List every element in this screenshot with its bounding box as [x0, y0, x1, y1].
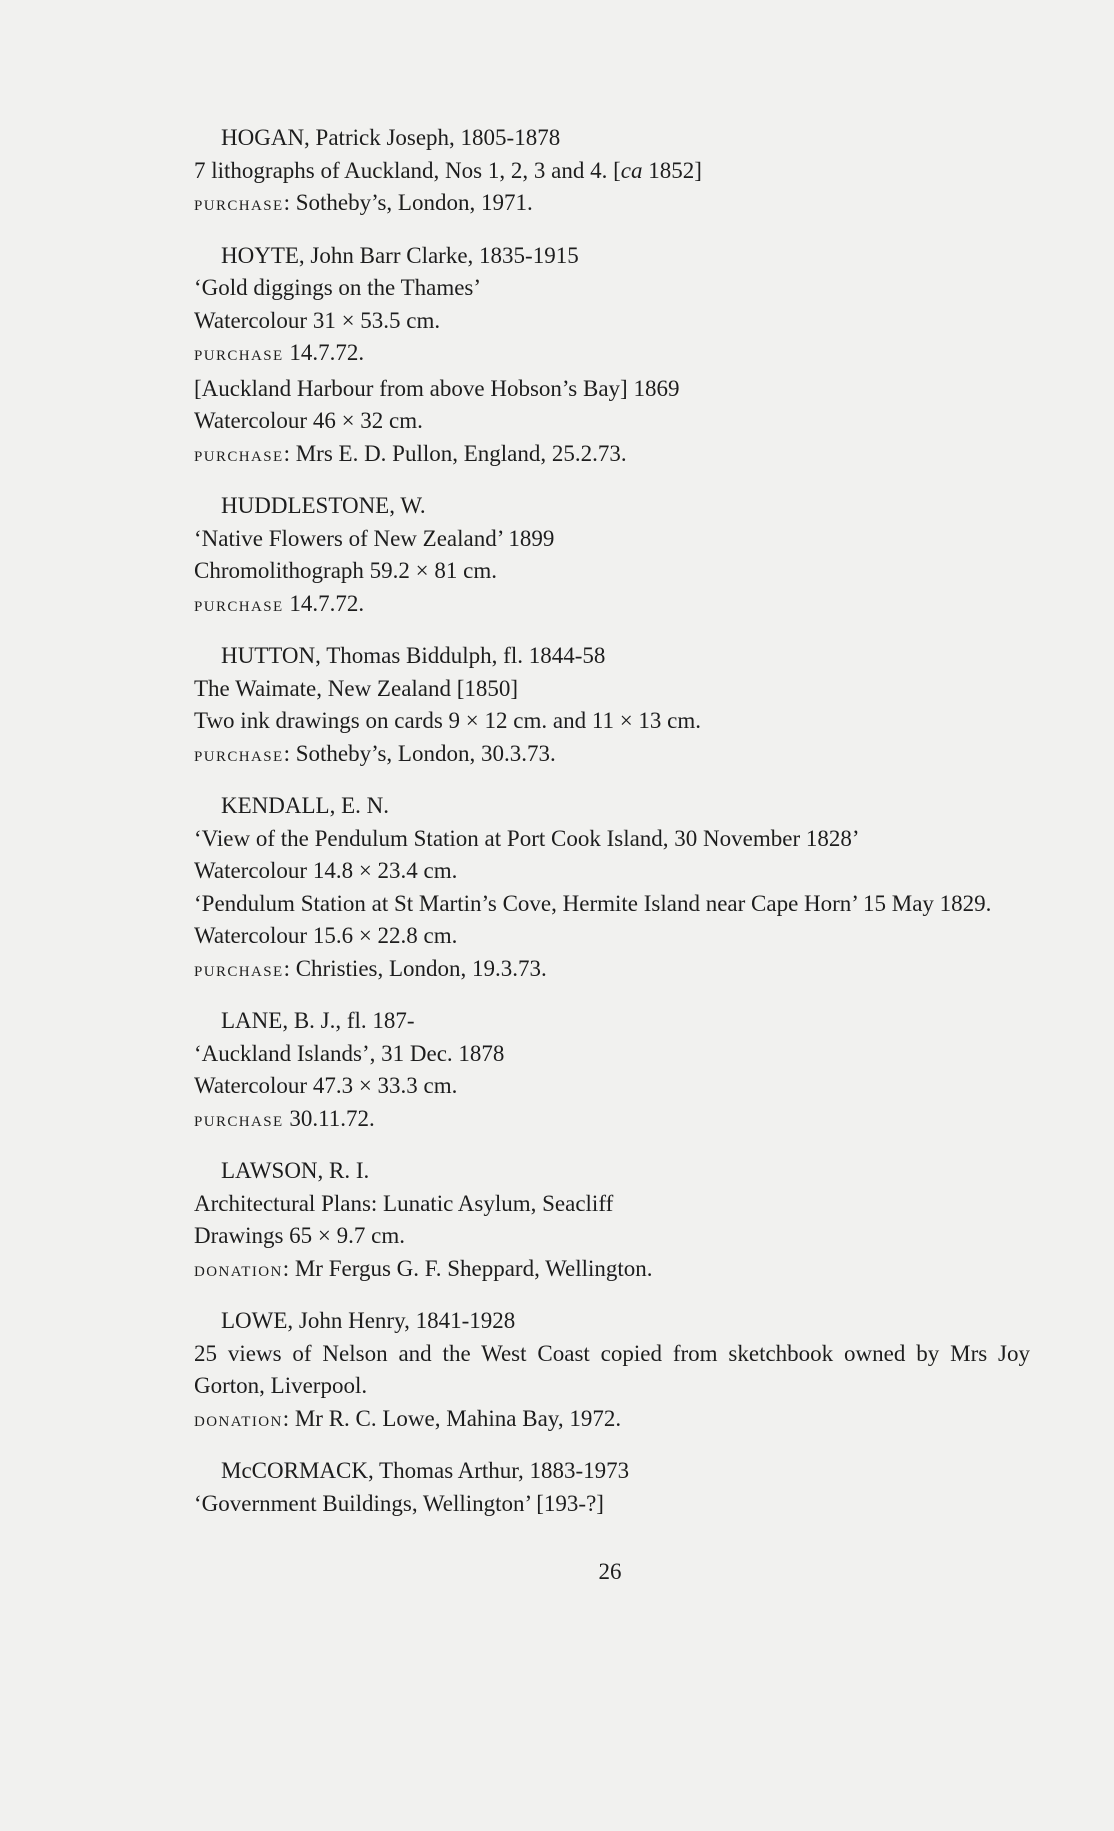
entry-line — [194, 155, 1030, 188]
artist-heading: LAWSON, R. I. — [221, 1158, 370, 1183]
entry-line: Watercolour 15.6 × 22.8 cm. — [194, 923, 458, 948]
acquisition-line — [194, 953, 1030, 989]
artist-heading: LOWE, John Henry, 1841-1928 — [221, 1308, 516, 1333]
acquisition-method: PURCHASE — [194, 748, 284, 765]
acquisition-method: DONATION — [194, 1263, 283, 1280]
acquisition-details: 14.7.72. — [289, 590, 365, 616]
entry-line: ‘View of the Pendulum Station at Port Cook Island, 30 November 1828’ — [194, 825, 860, 851]
catalogue-entry — [194, 240, 1030, 474]
acquisition-line — [194, 1403, 1030, 1439]
acquisition-details: Mrs E. D. Pullon, England, 25.2.73. — [295, 440, 627, 466]
artist-heading: McCORMACK, Thomas Arthur, 1883-1973 — [221, 1458, 630, 1483]
catalogue-entry — [194, 490, 1030, 623]
entry-line: Watercolour 47.3 × 33.3 cm. — [194, 1073, 458, 1098]
catalogue-entry — [194, 1005, 1030, 1138]
acquisition-separator: : — [282, 1405, 295, 1431]
entry-line: Watercolour 31 × 53.5 cm. — [194, 307, 441, 333]
acquisition-method: DONATION — [194, 1413, 283, 1430]
acquisition-details: Sotheby’s, London, 1971. — [295, 190, 533, 215]
entry-line: ‘Gold diggings on the Thames’ — [194, 275, 482, 300]
entry-line: Architectural Plans: Lunatic Asylum, Seacliff — [194, 1190, 614, 1216]
acquisition-details: 30.11.72. — [289, 1105, 375, 1131]
acquisition-details: Christies, London, 19.3.73. — [295, 955, 547, 981]
acquisition-separator: : — [283, 955, 296, 981]
acquisition-method: PURCHASE — [194, 448, 284, 465]
acquisition-details: 14.7.72. — [289, 340, 365, 365]
acquisition-line — [194, 588, 1030, 624]
artist-heading: HUTTON, Thomas Biddulph, fl. 1844-58 — [221, 643, 606, 668]
acquisition-separator: : — [283, 740, 296, 766]
acquisition-line — [194, 1103, 1030, 1139]
acquisition-separator: : — [283, 440, 296, 466]
artist-heading: HOGAN, Patrick Joseph, 1805-1878 — [221, 125, 561, 150]
entry-line-text: 7 lithographs of Auckland, Nos 1, 2, 3 and 4. [ — [194, 157, 621, 183]
artist-heading: HOYTE, John Barr Clarke, 1835-1915 — [221, 242, 579, 268]
catalogue-entries — [194, 122, 1030, 1537]
entry-line-text: 1852] — [642, 157, 702, 183]
entry-line: Watercolour 14.8 × 23.4 cm. — [194, 858, 458, 883]
acquisition-line — [194, 1253, 1030, 1289]
artist-heading: HUDDLESTONE, W. — [221, 493, 426, 518]
catalogue-entry — [194, 122, 1030, 223]
acquisition-method: PURCHASE — [194, 348, 284, 364]
acquisition-line — [194, 187, 1030, 223]
entry-line: ‘Native Flowers of New Zealand’ 1899 — [194, 525, 555, 551]
entry-line: Chromolithograph 59.2 × 81 cm. — [194, 558, 497, 583]
entry-line: The Waimate, New Zealand [1850] — [194, 675, 519, 701]
acquisition-line — [194, 337, 1030, 373]
acquisition-line — [194, 738, 1030, 774]
catalogue-entry — [194, 1155, 1030, 1288]
entry-line: Two ink drawings on cards 9 × 12 cm. and 11 × 13 cm. — [194, 708, 702, 733]
catalogue-entry — [194, 1455, 1030, 1520]
catalogue-entry — [194, 790, 1030, 988]
acquisition-separator: : — [282, 1255, 295, 1281]
acquisition-line — [194, 438, 1030, 474]
catalogue-entry — [194, 640, 1030, 773]
acquisition-details: Sotheby’s, London, 30.3.73. — [295, 740, 556, 766]
entry-line: ‘Auckland Islands’, 31 Dec. 1878 — [194, 1040, 505, 1066]
acquisition-separator: : — [283, 190, 296, 215]
acquisition-method: PURCHASE — [194, 598, 284, 615]
entry-line: 25 views of Nelson and the West Coast copied from sketchbook owned by Mrs Joy Gorton, Liverpool. — [194, 1340, 1030, 1398]
acquisition-details: Mr Fergus G. F. Sheppard, Wellington. — [294, 1255, 653, 1281]
entry-line: [Auckland Harbour from above Hobson’s Bay] 1869 — [194, 375, 680, 401]
artist-heading: KENDALL, E. N. — [221, 793, 389, 818]
entry-line: ‘Pendulum Station at St Martin’s Cove, Hermite Island near Cape Horn’ 15 May 1829. — [194, 890, 992, 916]
artist-heading: LANE, B. J., fl. 187- — [221, 1008, 415, 1033]
circa-abbreviation: ca — [620, 157, 643, 183]
catalogue-entry — [194, 1305, 1030, 1438]
acquisition-method: PURCHASE — [194, 1113, 284, 1130]
entry-line: ‘Government Buildings, Wellington’ [193-?] — [194, 1490, 604, 1516]
entry-line: Watercolour 46 × 32 cm. — [194, 408, 423, 433]
acquisition-method: PURCHASE — [194, 963, 284, 980]
entry-line: Drawings 65 × 9.7 cm. — [194, 1223, 405, 1248]
page-number: 26 — [598, 1559, 622, 1584]
acquisition-details: Mr R. C. Lowe, Mahina Bay, 1972. — [294, 1405, 622, 1431]
acquisition-method: PURCHASE — [194, 198, 284, 214]
